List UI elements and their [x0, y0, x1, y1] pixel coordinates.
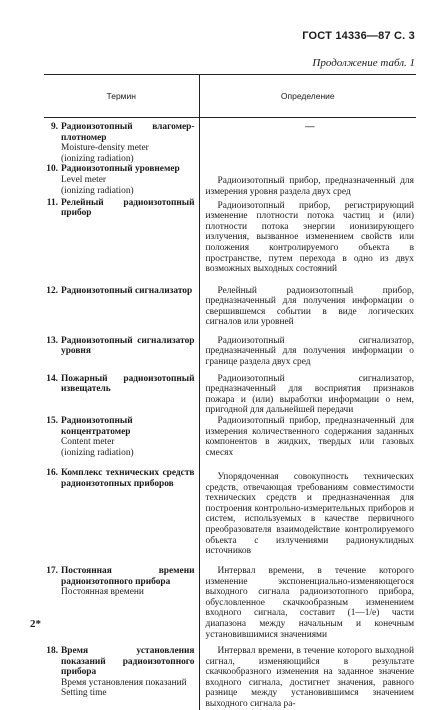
table-row [44, 416, 416, 468]
table-row [44, 640, 416, 710]
term-name: Радиоизотопный влагомер-плотномер [61, 122, 195, 143]
term-english: (ionizing radiation) [61, 447, 134, 458]
term-number: 10. [46, 164, 58, 175]
term-cell [44, 330, 199, 374]
term-english: Level meter [61, 174, 107, 185]
term-name: Радиоизотопный концентратомер [61, 415, 133, 437]
definition-text: Радиоизотопный сигнализатор, предназначенный для получения информации о границе раздела двух сред [205, 335, 414, 367]
table-header-row [44, 75, 416, 118]
definition-cell [199, 468, 416, 560]
term-cell [44, 560, 199, 640]
definition-text: Интервал времени, в течение которого изменение экспоненциально-изменяющегося выходного сигнала радиоизотопного прибора, обусловленное скачкообразным изменением входного сигнала, составит (1—1/e) части диапазона между начальным и конечным установившимися значениями [205, 565, 414, 640]
term-name: Радиоизотопный уровнемер [61, 164, 180, 175]
column-header-definition: Определение [199, 75, 416, 118]
table-row [44, 374, 416, 416]
definition-text: Радиоизотопный прибор, предназначенный для измерения количественного содержания заданных компонентов в жидких, твердых или газовых смесях [205, 415, 414, 458]
term-number: 13. [46, 335, 58, 346]
term-name: Время установления показаний радиоизотопного прибора [61, 646, 195, 678]
term-english: Setting time [61, 688, 107, 699]
term-number: 17. [46, 565, 58, 576]
term-number: 18. [46, 646, 58, 657]
table-row [44, 198, 416, 286]
term-cell [44, 286, 199, 330]
definition-cell [199, 416, 416, 468]
table-continuation-label: Продолжение табл. 1 [312, 57, 415, 69]
term-number: 11. [46, 197, 58, 208]
term-name: Релейный радиоизотопный прибор [61, 197, 195, 219]
term-cell [44, 416, 199, 468]
term-cell [44, 468, 199, 560]
term-cell [44, 118, 199, 165]
term-cell [44, 198, 199, 286]
standard-number: ГОСТ 14336—87 С. 3 [302, 30, 415, 42]
term-cell [44, 164, 199, 197]
definition-cell [199, 164, 416, 197]
definition-cell [199, 330, 416, 374]
term-number: 9. [50, 122, 58, 132]
definition-cell [199, 640, 416, 710]
term-english: Moisture-density meter [61, 143, 149, 154]
term-number: 14. [46, 373, 58, 384]
definition-cell [199, 286, 416, 330]
term-name: Комплекс технических средств радиоизотопных приборов [61, 467, 195, 489]
term-cell [44, 640, 199, 710]
term-number: 16. [46, 467, 58, 478]
term-english: (ionizing radiation) [61, 185, 134, 196]
definition-cell [199, 198, 416, 286]
term-synonym: Постоянная времени [61, 587, 144, 598]
definition-text: Интервал времени, в течение которого выходной сигнал, изменяющийся в результате скачкообразного изменения на заданное значение входного сигнала, достигнет значения, равного разнице между установившимся значением выходного сигнала ра- [205, 646, 414, 710]
column-header-term: Термин [44, 75, 199, 118]
term-name: Радиоизотопный сигнализатор уровня [61, 335, 195, 357]
term-name: Радиоизотопный сигнализатор [61, 285, 193, 296]
term-name: Постоянная времени радиоизотопного прибора [61, 565, 195, 587]
term-number: 15. [46, 415, 58, 426]
definition-text: Релейный радиоизотопный прибор, предназначенный для получения информации о свершившемся событии в виде логических сигналов или уровней [205, 285, 414, 328]
term-synonym: Время установления показаний [61, 677, 187, 688]
definition-cell [199, 374, 416, 416]
definition-text: — [305, 122, 315, 132]
term-number: 12. [46, 285, 58, 296]
table-row [44, 468, 416, 560]
term-cell [44, 374, 199, 416]
table-row [44, 560, 416, 640]
definition-text: Упорядоченная совокупность технических средств, отвечающая требованиям совместимости технических средств и предназначенная для построения контрольно-измерительных приборов и систем, используемых в качестве первичного преобразователя взаимодействие контролируемого объекта с излучениями радионуклидных источников [205, 471, 414, 557]
table-row [44, 286, 416, 330]
definition-cell [199, 118, 416, 165]
table-row [44, 118, 416, 165]
table-row [44, 164, 416, 197]
definition-text: Радиоизотопный прибор, предназначенный для измерения уровня раздела двух сред [205, 176, 414, 197]
term-english: Content meter [61, 437, 115, 448]
table-row [44, 330, 416, 374]
term-english: (ionizing radiation) [61, 153, 134, 164]
term-name: Пожарный радиоизотопный извещатель [61, 373, 195, 395]
page-number: 2* [30, 618, 41, 630]
definition-text: Радиоизотопный прибор, регистрирующий изменение плотности потока частиц и (или) плотности потока энергии ионизирующего излучения, вызванное изменением свойств или положения контролируемого объекта в пространстве, путем перехода в одно из двух возможных выходных состояний [205, 200, 414, 275]
definition-cell [199, 560, 416, 640]
terms-table [44, 74, 416, 710]
definition-text: Радиоизотопный сигнализатор, предназначенный для восприятия признаков пожара и (или) выработки информации о нем, пригодной для дальнейшей передачи [205, 373, 414, 416]
